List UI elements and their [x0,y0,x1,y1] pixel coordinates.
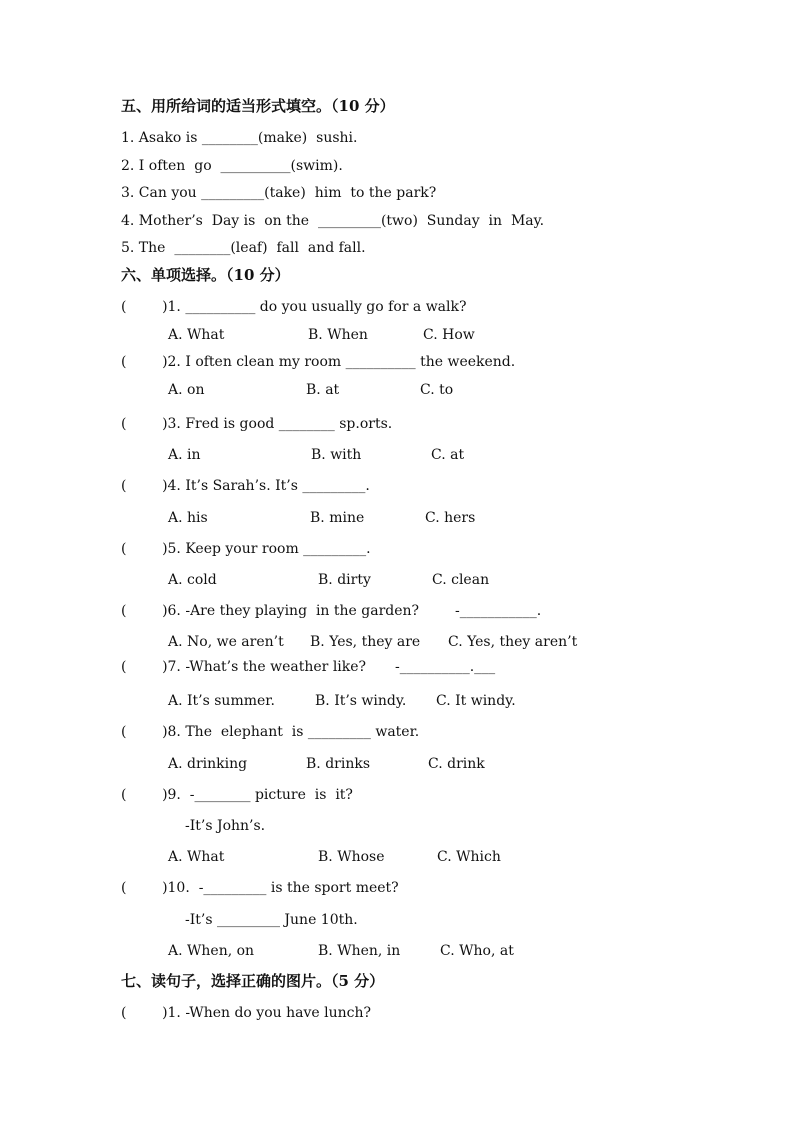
q7-option-c: C. It windy. [436,693,516,709]
q9-option-a: A. What [168,849,225,865]
q8-option-c: C. drink [428,756,485,772]
question-7-stem: ( )7. -What’s the weather like? [121,659,367,675]
fill-item-1: 1. Asako is ________(make) sushi. [121,130,358,146]
q9-response: -It’s John’s. [185,818,266,834]
q7-answer-blank: -__________.___ [395,659,496,675]
fill-item-3: 3. Can you _________(take) him to the park? [121,185,437,201]
q2-option-b: B. at [306,382,340,398]
question-6-stem: ( )6. -Are they playing in the garden? [121,603,420,619]
fill-item-5: 5. The ________(leaf) fall and fall. [121,240,366,256]
q5-option-c: C. clean [432,572,490,588]
question-9-stem: ( )9. -________ picture is it? [121,787,353,803]
section5-heading: 五、用所给词的适当形式填空。（10 分） [121,97,395,115]
q3-option-b: B. with [311,447,362,463]
q7-option-b: B. It’s windy. [315,693,407,709]
fill-item-2: 2. I often go __________(swim). [121,158,343,174]
question-8-stem: ( )8. The elephant is _________ water. [121,724,420,740]
q1-option-c: C. How [423,327,475,343]
q2-option-c: C. to [420,382,454,398]
q10-response: -It’s _________ June 10th. [185,912,358,928]
q9-option-b: B. Whose [318,849,385,865]
q2-option-a: A. on [168,382,205,398]
q5-option-b: B. dirty [318,572,371,588]
section6-heading: 六、单项选择。（10 分） [121,266,290,284]
q8-option-a: A. drinking [168,756,248,772]
q9-option-c: C. Which [437,849,501,865]
q6-option-a: A. No, we aren’t [168,634,284,650]
q6-option-b: B. Yes, they are [310,634,421,650]
picture-question-1: ( )1. -When do you have lunch? [121,1005,371,1021]
q5-option-a: A. cold [168,572,217,588]
question-1-stem: ( )1. __________ do you usually go for a walk? [121,299,467,315]
q8-option-b: B. drinks [306,756,371,772]
q10-option-a: A. When, on [168,943,255,959]
question-2-stem: ( )2. I often clean my room __________ the weekend. [121,354,516,370]
question-4-stem: ( )4. It’s Sarah’s. It’s _________. [121,478,370,494]
q4-option-a: A. his [168,510,208,526]
q6-answer-blank: -___________. [455,603,542,619]
section7-heading: 七、读句子，选择正确的图片。（5 分） [121,972,385,990]
q6-option-c: C. Yes, they aren’t [448,634,578,650]
q3-option-c: C. at [431,447,465,463]
q7-option-a: A. It’s summer. [168,693,275,709]
q4-option-b: B. mine [310,510,365,526]
question-5-stem: ( )5. Keep your room _________. [121,541,371,557]
q3-option-a: A. in [168,447,201,463]
fill-item-4: 4. Mother’s Day is on the _________(two) Sunday in May. [121,213,545,229]
q10-option-c: C. Who, at [440,943,514,959]
question-10-stem: ( )10. -_________ is the sport meet? [121,880,399,896]
q10-option-b: B. When, in [318,943,401,959]
q1-option-a: A. What [168,327,225,343]
q4-option-c: C. hers [425,510,476,526]
question-3-stem: ( )3. Fred is good ________ sp.orts. [121,416,393,432]
q1-option-b: B. When [308,327,368,343]
